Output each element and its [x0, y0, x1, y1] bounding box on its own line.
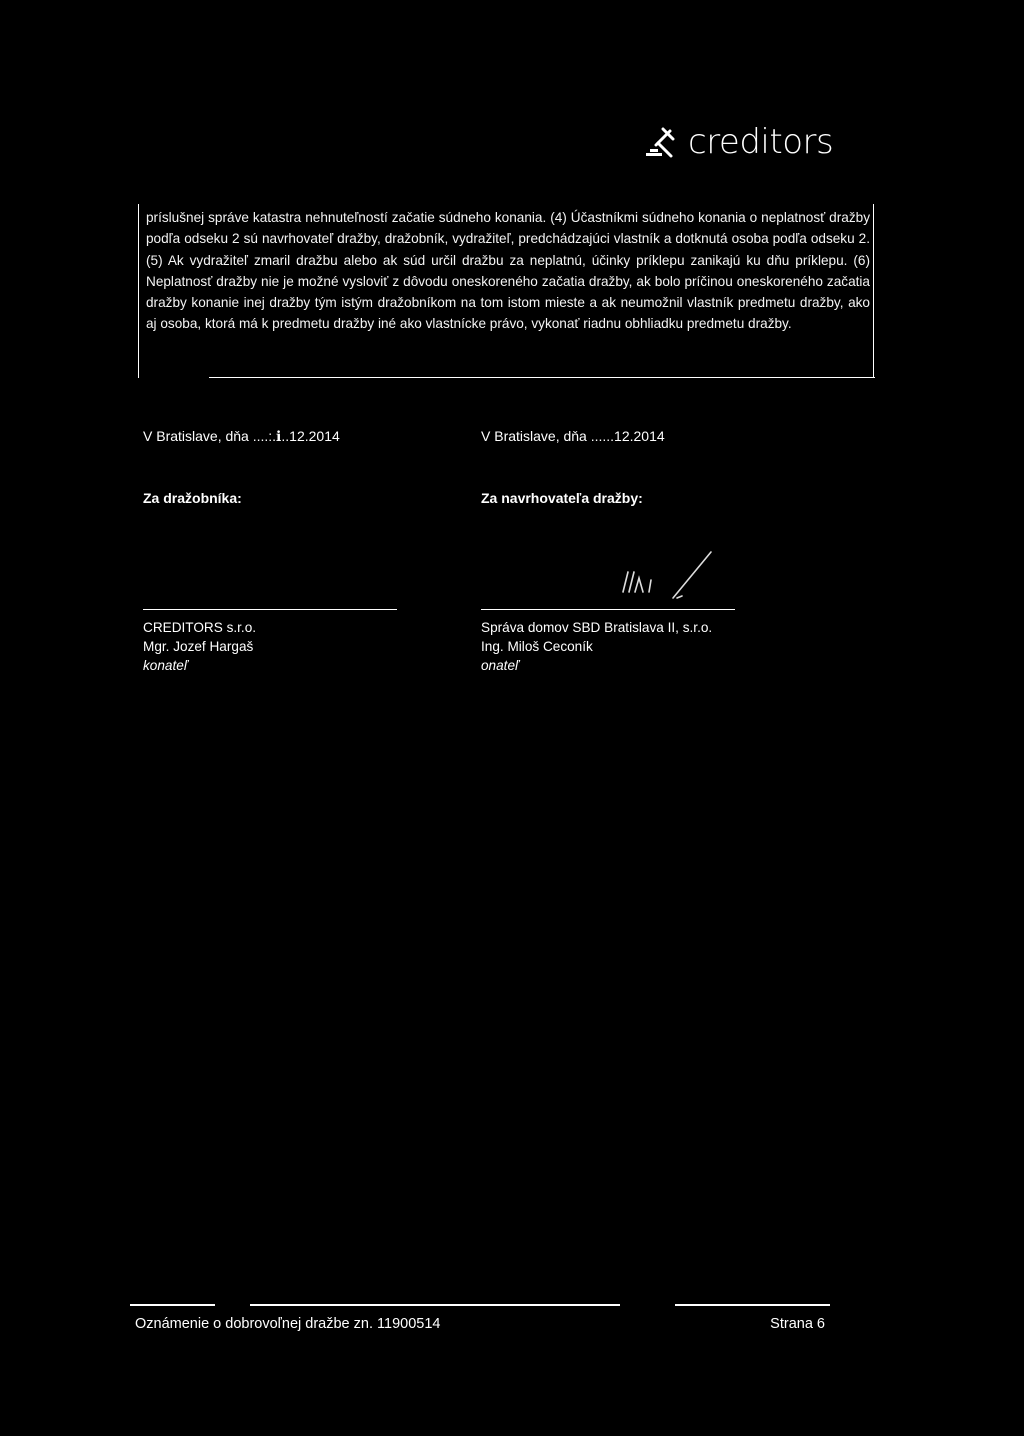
brand-name: creditors — [688, 122, 834, 162]
brand-logo — [640, 118, 833, 166]
title-right: onateľ — [481, 658, 519, 673]
date-left: V Bratislave, dňa ....:.ℹ︎..12.2014 — [143, 428, 340, 444]
name-right: Ing. Miloš Ceconík — [481, 639, 593, 654]
title-left: konateľ — [143, 658, 188, 673]
footer-rule — [130, 1303, 830, 1307]
signature-right — [615, 548, 725, 606]
footer-page-number: Strana 6 — [770, 1316, 825, 1332]
signature-line-left — [143, 609, 397, 610]
role-proposer: Za navrhovateľa dražby: — [481, 490, 643, 506]
company-left: CREDITORS s.r.o. — [143, 620, 257, 635]
footer-doc-title: Oznámenie o dobrovoľnej dražbe zn. 11900514 — [135, 1316, 441, 1332]
signatory-left — [143, 617, 256, 674]
gavel-icon — [640, 125, 680, 159]
role-auctioneer: Za dražobníka: — [143, 490, 242, 506]
date-right: V Bratislave, dňa ......12.2014 — [481, 428, 665, 444]
name-left: Mgr. Jozef Hargaš — [143, 639, 254, 654]
page-footer — [135, 1316, 825, 1332]
legal-paragraph: príslušnej správe katastra nehnuteľností začatie súdneho konania. (4) Účastníkmi súdneho konania o neplatnosť dražby podľa odseku 2 sú navrhovateľ dražby, dražobník, vydražiteľ, predchádzajúci vlastník a dotknutá osoba podľa odseku 2. (5) Ak vydražiteľ zmaril dražbu alebo ak súd určil dražbu za neplatnú, účinky príklepu zanikajú ku dňu príklepu. (6) Neplatnosť dražby nie je možné vysloviť z dôvodu oneskoreného začatia dražby, ak bolo príčinou oneskoreného začatia dražby konanie inej dražby tým istým dražobníkom na tom istom mieste a ak neumožnil vlastník predmetu dražby, ako aj osoba, ktorá má k predmetu dražby iné ako vlastnícke právo, vykonať riadnu obhliadku predmetu dražby. — [146, 210, 870, 332]
signatory-right — [481, 617, 712, 674]
signature-line-right — [481, 609, 735, 610]
company-right: Správa domov SBD Bratislava II, s.r.o. — [481, 620, 713, 635]
